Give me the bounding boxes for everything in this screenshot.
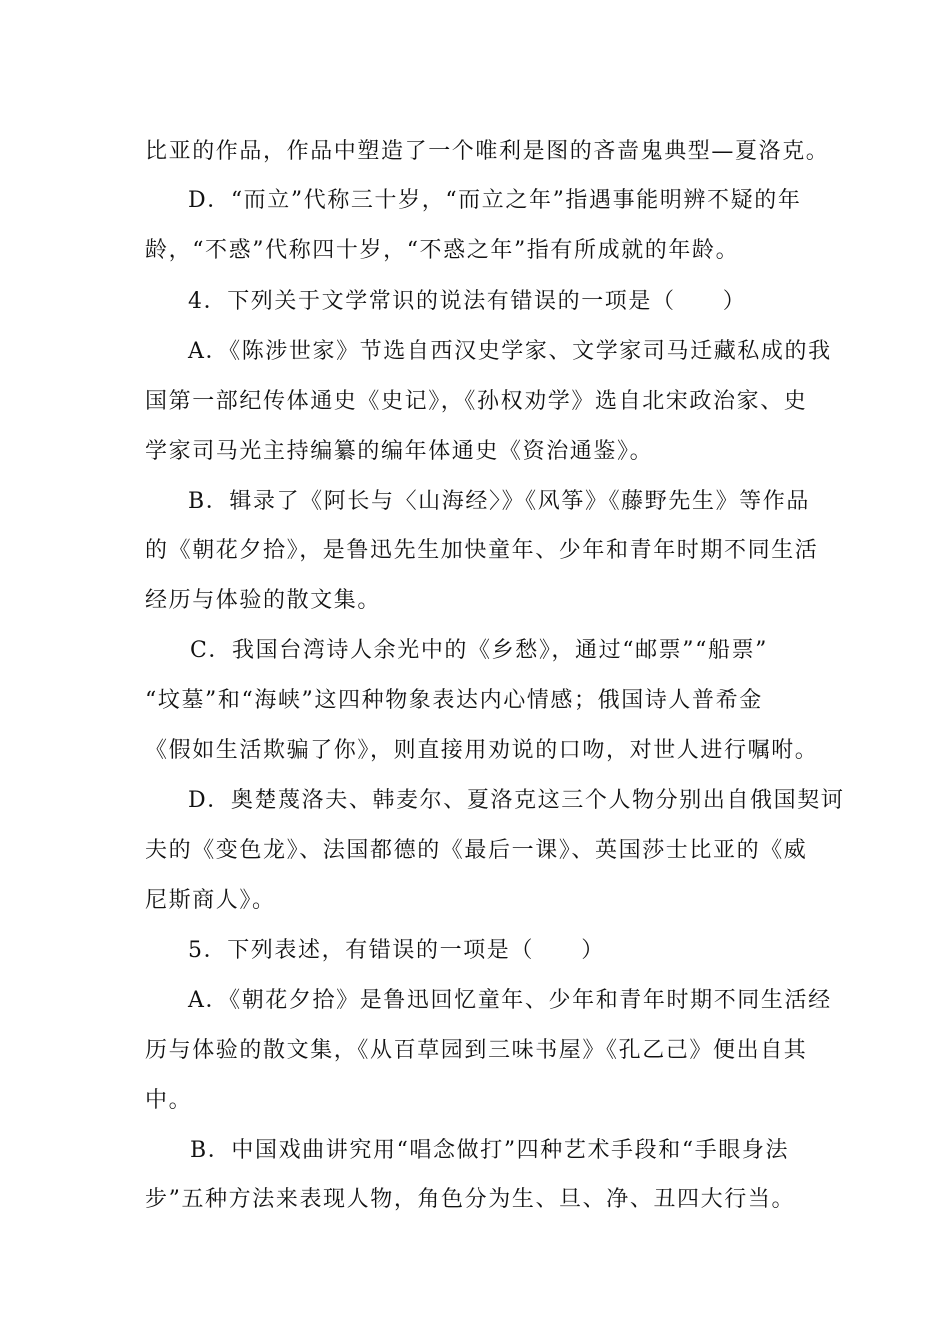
q4-option-d-line-1: D．奥楚蔑洛夫、韩麦尔、夏洛克这三个人物分别出自俄国契诃 <box>188 788 845 813</box>
q4-option-b-line-2: 的《朝花夕拾》，是鲁迅先生加快童年、少年和青年时期不同生活 <box>145 538 819 563</box>
q4-option-a-line-2: 国第一部纪传体通史《史记》，《孙权劝学》选自北宋政治家、史 <box>145 389 808 414</box>
q5-option-a-line-2: 历与体验的散文集，《从百草园到三味书屋》《孔乙己》便出自其 <box>145 1038 808 1063</box>
q4-option-d-line-3: 尼斯商人》。 <box>145 888 276 913</box>
q4-option-b-line-1: B．辑录了《阿长与〈山海经〉》《风筝》《藤野先生》等作品 <box>188 489 810 514</box>
q4-option-c-line-3: 《假如生活欺骗了你》，则直接用劝说的口吻，对世人进行嘱咐。 <box>145 738 819 763</box>
question-4-stem: 4．下列关于文学常识的说法有错误的一项是（ ） <box>188 289 747 314</box>
q4-option-c-line-2: “坟墓”和“海峡”这四种物象表达内心情感；俄国诗人普希金 <box>145 688 763 713</box>
q4-option-c-line-1: C．我国台湾诗人余光中的《乡愁》，通过“邮票”“船票” <box>190 638 769 663</box>
question-5-stem: 5．下列表述，有错误的一项是（ ） <box>188 938 605 963</box>
q5-option-b-line-1: B．中国戏曲讲究用“唱念做打”四种艺术手段和“手眼身法 <box>190 1138 790 1163</box>
option-d-line-1: D．“而立”代称三十岁，“而立之年”指遇事能明辨不疑的年 <box>188 188 802 213</box>
q5-option-a-line-1: A．《朝花夕拾》是鲁迅回忆童年、少年和青年时期不同生活经 <box>188 988 832 1013</box>
option-d-line-2: 龄，“不惑”代称四十岁，“不惑之年”指有所成就的年龄。 <box>145 238 740 263</box>
q4-option-b-line-3: 经历与体验的散文集。 <box>145 588 382 613</box>
q4-option-d-line-2: 夫的《变色龙》、法国都德的《最后一课》、英国莎士比亚的《威 <box>145 838 808 863</box>
q4-option-a-line-3: 学家司马光主持编纂的编年体通史《资治通鉴》。 <box>145 439 654 464</box>
text-line-1: 比亚的作品，作品中塑造了一个唯利是图的吝啬鬼典型—夏洛克。 <box>145 139 830 164</box>
q5-option-b-line-2: 步”五种方法来表现人物，角色分为生、旦、净、丑四大行当。 <box>145 1187 796 1212</box>
q4-option-a-line-1: A．《陈涉世家》节选自西汉史学家、文学家司马迁藏私成的我 <box>188 339 832 364</box>
q5-option-a-line-3: 中。 <box>145 1088 193 1113</box>
